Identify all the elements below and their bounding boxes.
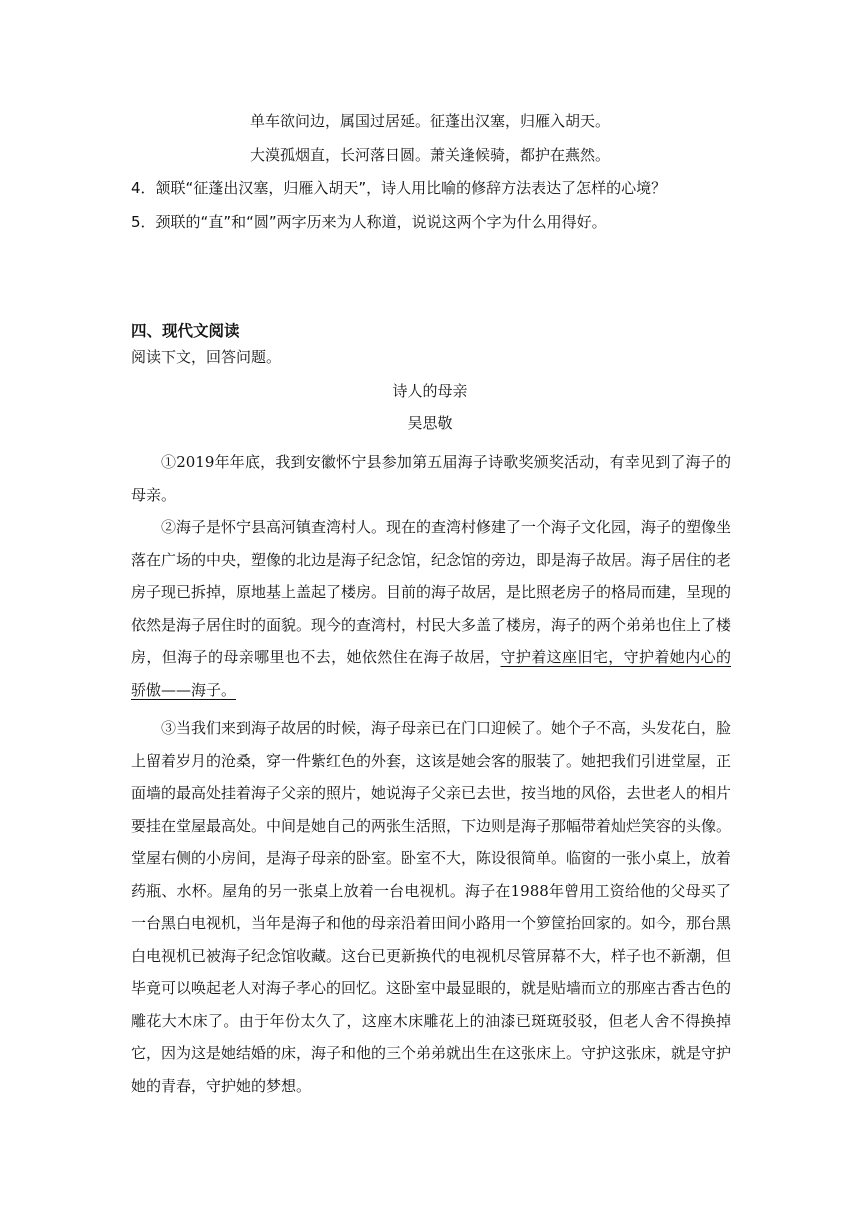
paragraph-2-underlined-text: 守护着这座旧宅，守护着她内心的骄傲——海子。 [131, 648, 731, 699]
article-title: 诗人的母亲 [392, 382, 468, 400]
poem-line-1: 单车欲问边，属国过居延。征蓬出汉塞，归雁入胡天。 [249, 112, 610, 130]
paragraph-2-text: ②海子是怀宁县高河镇查湾村人。现在的查湾村修建了一个海子文化园，海子的塑像坐落在广场的中央，塑像的北边是海子纪念馆，纪念馆的旁边，即是海子故居。海子居住的老房子现已拆掉，原地基上盖起了楼房。目前的海子故居，是比照老房子的格局而建，呈现的依然是海子居住时的面貌。现今的查湾村，村民大多盖了楼房，海子的两个弟弟也住上了楼房，但海子的母亲哪里也不去，她依然住在海子故居， [131, 518, 732, 666]
paragraph-3: ③当我们来到海子故居的时候，海子母亲已在门口迎候了。她个子不高，头发花白，脸上留着岁月的沧桑，穿一件紫红色的外套，这该是她会客的服装了。她把我们引进堂屋，正面墙的最高处挂着海子父亲的照片，她说海子父亲已去世，按当地的风俗，去世老人的相片要挂在堂屋最高处。中间是她自己的两张生活照，下边则是海子那幅带着灿烂笑容的头像。堂屋右侧的小房间，是海子母亲的卧室。卧室不大，陈设很简单。临窗的一张小桌上，放着药瓶、水杯。屋角的另一张桌上放着一台电视机。海子在1988年曾用工资给他的父母买了一台黑白电视机，当年是海子和他的母亲沿着田间小路用一个箩筐抬回家的。如今，那台黑白电视机已被海子纪念馆收藏。这台已更新换代的电视机尽管屏幕不大，样子也不新潮，但毕竟可以唤起老人对海子孝心的回忆。这卧室中最显眼的，就是贴墙而立的那座古香古色的雕花大木床了。由于年份太久了，这座木床雕花上的油漆已斑斑驳驳，但老人舍不得换掉它，因为这是她结婚的床，海子和他的三个弟弟就出生在这张床上。守护这张床，就是守护她的青春，守护她的梦想。 [131, 719, 732, 1095]
poem-line-2: 大漠孤烟直，长河落日圆。萧关逢候骑，都护在燕然。 [249, 146, 610, 164]
question-5: 5．颈联的“直”和“圆”两字历来为人称道，说说这两个字为什么用得好。 [131, 213, 607, 231]
section-heading: 四、现代文阅读 [131, 322, 240, 340]
question-4: 4．颔联“征蓬出汉塞，归雁入胡天”，诗人用比喻的修辞方法表达了怎样的心境？ [131, 179, 667, 197]
paragraph-1: ①2019年年底，我到安徽怀宁县参加第五届海子诗歌奖颁奖活动，有幸见到了海子的母亲。 [131, 453, 731, 504]
paragraph-2 [131, 511, 731, 706]
section-instruction: 阅读下文，回答问题。 [131, 348, 282, 366]
article-author: 吴思敬 [407, 414, 453, 432]
